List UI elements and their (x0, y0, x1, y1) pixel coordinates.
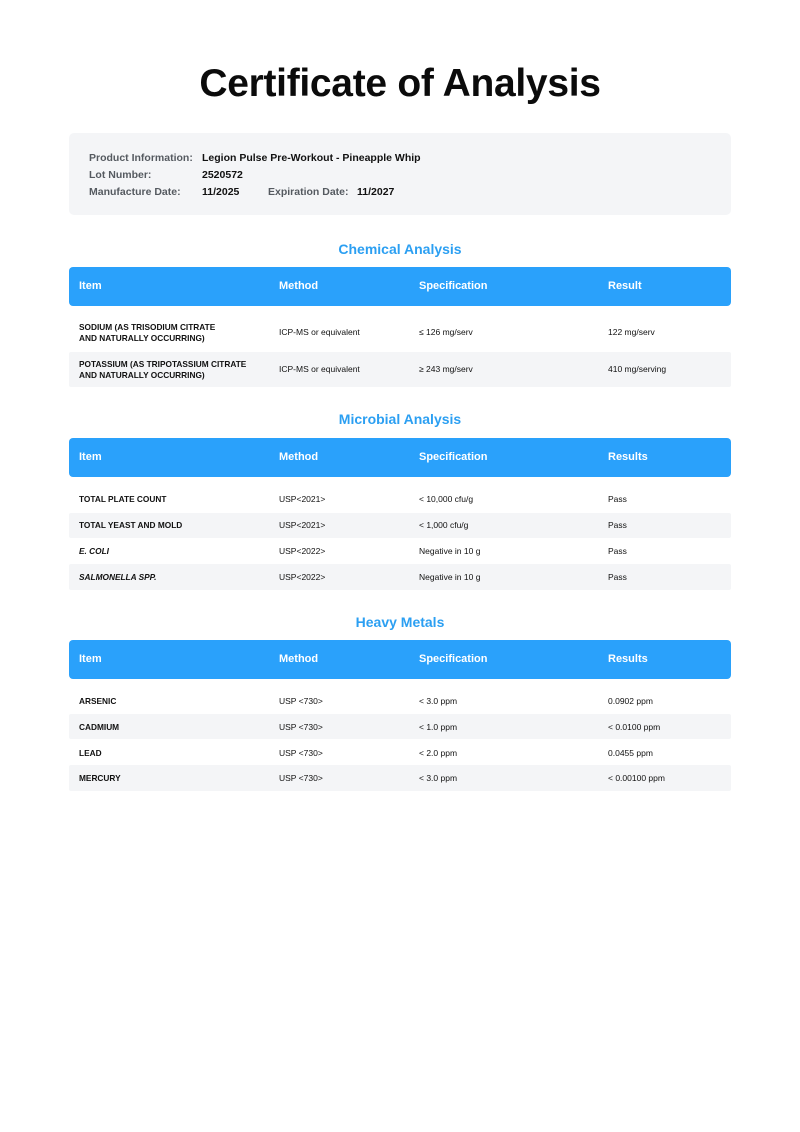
product-label: Product Information: (89, 152, 193, 164)
item-name-line2: AND NATURALLY OCCURRING) (79, 332, 205, 343)
specification-cell: < 3.0 ppm (419, 696, 458, 706)
method-cell: USP <730> (279, 773, 323, 783)
item-name (79, 359, 246, 380)
column-header-item: Item (79, 653, 102, 665)
table-row (69, 316, 731, 350)
heavy-metals-table-header (69, 640, 731, 679)
item-name: ARSENIC (79, 696, 117, 706)
column-header-specification: Specification (419, 280, 488, 292)
result-cell: 122 mg/serv (608, 327, 655, 337)
method-cell: ICP-MS or equivalent (279, 364, 360, 374)
specification-cell: Negative in 10 g (419, 572, 481, 582)
item-name: TOTAL YEAST AND MOLD (79, 520, 183, 530)
specification-cell: < 3.0 ppm (419, 773, 458, 783)
result-cell: Pass (608, 494, 627, 504)
result-cell: Pass (608, 572, 627, 582)
expiration-date-value: 11/2027 (357, 186, 395, 198)
item-name: CADMIUM (79, 722, 120, 732)
specification-cell: ≤ 126 mg/serv (419, 327, 473, 337)
table-row (69, 352, 731, 387)
method-cell: USP <730> (279, 748, 323, 758)
method-cell: USP<2021> (279, 520, 326, 530)
specification-cell: < 1,000 cfu/g (419, 520, 469, 530)
table-row (69, 765, 731, 791)
item-name: TOTAL PLATE COUNT (79, 494, 167, 504)
result-cell: < 0.00100 ppm (608, 773, 665, 783)
method-cell: USP<2022> (279, 572, 326, 582)
result-cell: < 0.0100 ppm (608, 722, 661, 732)
column-header-method: Method (279, 653, 319, 665)
result-cell: Pass (608, 546, 627, 556)
table-row (69, 487, 731, 511)
specification-cell: < 10,000 cfu/g (419, 494, 474, 504)
method-cell: ICP-MS or equivalent (279, 327, 360, 337)
column-header-results: Results (608, 653, 648, 665)
page-title: Certificate of Analysis (199, 62, 601, 105)
specification-cell: ≥ 243 mg/serv (419, 364, 473, 374)
column-header-results: Results (608, 451, 648, 463)
lot-number-value: 2520572 (202, 169, 243, 181)
product-info-box (69, 133, 731, 215)
table-row (69, 513, 731, 538)
item-name: SALMONELLA SPP. (79, 572, 157, 582)
item-name-line1: POTASSIUM (AS TRIPOTASSIUM CITRATE (79, 359, 247, 369)
column-header-specification: Specification (419, 451, 488, 463)
table-row (69, 564, 731, 590)
result-cell: 410 mg/serving (608, 364, 667, 374)
chemical-table-header (69, 267, 731, 306)
microbial-table-header (69, 438, 731, 477)
microbial-analysis-title: Microbial Analysis (338, 411, 462, 427)
method-cell: USP<2022> (279, 546, 326, 556)
column-header-method: Method (279, 280, 319, 292)
method-cell: USP<2021> (279, 494, 326, 504)
column-header-result: Result (608, 280, 642, 292)
column-header-method: Method (279, 451, 319, 463)
column-header-item: Item (79, 280, 102, 292)
lot-number-label: Lot Number: (89, 169, 152, 181)
method-cell: USP <730> (279, 696, 323, 706)
chemical-analysis-title: Chemical Analysis (338, 241, 462, 257)
expiration-date-label: Expiration Date: (268, 186, 349, 198)
result-cell: Pass (608, 520, 627, 530)
heavy-metals-title: Heavy Metals (355, 614, 445, 630)
manufacture-date-label: Manufacture Date: (89, 186, 181, 198)
table-row (69, 714, 731, 739)
item-name (79, 322, 215, 343)
table-row (69, 740, 731, 765)
item-name: MERCURY (79, 773, 121, 783)
result-cell: 0.0902 ppm (608, 696, 653, 706)
item-name-line2: AND NATURALLY OCCURRING) (79, 369, 205, 380)
table-row (69, 539, 731, 564)
specification-cell: Negative in 10 g (419, 546, 481, 556)
item-name: E. COLI (79, 546, 109, 556)
column-header-specification: Specification (419, 653, 488, 665)
product-value: Legion Pulse Pre-Workout - Pineapple Whip (202, 152, 421, 164)
item-name-line1: SODIUM (AS TRISODIUM CITRATE (79, 322, 216, 332)
specification-cell: < 1.0 ppm (419, 722, 458, 732)
result-cell: 0.0455 ppm (608, 748, 653, 758)
specification-cell: < 2.0 ppm (419, 748, 458, 758)
column-header-item: Item (79, 451, 102, 463)
table-row (69, 689, 731, 713)
manufacture-date-value: 11/2025 (202, 186, 240, 198)
method-cell: USP <730> (279, 722, 323, 732)
item-name: LEAD (79, 748, 102, 758)
